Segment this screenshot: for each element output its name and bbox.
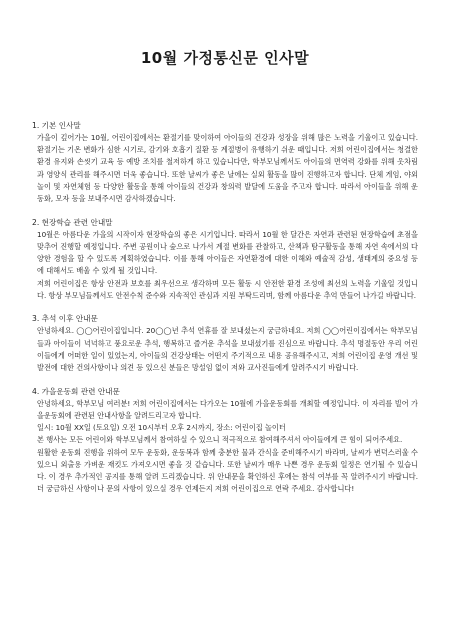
section-paragraph: 10월은 아름다운 가을의 시작이자 현장학습의 좋은 시기입니다. 따라서 10월 한 달간은 자연과 관련된 현장학습에 초점을 맞추어 진행할 예정입니다. 주변 공원이나 숲으로 나가서 계절 변화를 관찰하고, 산책과 탐구활동을 통해 자연 속에서의 다양한 경험을 할 수 있도록 계획하였습니다. 이를 통해 아이들은 자연환경에 대한 이해와 예술적 감성, 생태계의 중요성 등에 대해서도 배울 수 있게 될 것입니다. [37, 229, 418, 276]
document-body [32, 120, 418, 507]
section-paragraph: 원활한 운동회 진행을 위하여 모두 운동화, 운동복과 함께 충분한 물과 간식을 준비해주시기 바라며, 날씨가 변덕스러울 수 있으니 외출용 가벼운 재킷도 가져오시면 좋을 것 같습니다. 또한 날씨가 매우 나쁜 경우 운동회 일정은 연기될 수 있습니다. 이 경우 추가적인 공지를 통해 알려 드리겠습니다. 위 안내문을 확인하신 후에는 참석 여부를 꼭 알려주시기 바랍니다. 더 궁금하신 사항이나 문의 사항이 있으실 경우 언제든지 저희 어린이집으로 연락 주세요. 감사합니다! [37, 447, 418, 494]
section-heading: 1. 기본 인사말 [32, 121, 81, 130]
section-paragraph: 안녕하세요, 학부모님 여러분! 저희 어린이집에서는 다가오는 10월에 가을운동회를 개최할 예정입니다. 이 자리를 빌어 가을운동회에 관련된 안내사항을 알려드리고자 합니다. [37, 398, 418, 420]
section-heading: 3. 추석 이후 안내문 [32, 314, 98, 324]
section-heading: 4. 가을운동회 관련 안내문 [32, 386, 120, 396]
section-paragraph: 저희 어린이집은 항상 안전과 보호를 최우선으로 생각하며 모든 활동 시 안전한 환경 조성에 최선의 노력을 기울일 것입니다. 항상 부모님들께서도 안전수칙 준수와 지속적인 관심과 지원 부탁드리며, 함께 아름다운 추억 만들어 나가길 바랍니다. [37, 278, 418, 300]
section-paragraph: 본 행사는 모든 어린이와 학부모님께서 참여하실 수 있으니 적극적으로 참여해주셔서 아이들에게 큰 힘이 되어주세요. [37, 435, 403, 445]
section-heading: 2. 현장학습 관련 안내말 [32, 217, 113, 227]
page-title: 10월 가정통신문 인사말 [140, 49, 310, 67]
section-paragraph: 안녕하세요. ◯◯어린이집입니다. 20◯◯년 추석 연휴를 잘 보내셨는지 궁금하네요. 저희 ◯◯어린이집에서는 학부모님들과 아이들이 넉넉하고 풍요로운 추석, 행복하고 즐거운 추석을 보내셨기를 진심으로 바랍니다. 추석 명절동안 우리 어린이들에게 어떠한 일이 있었는지, 아이들의 건강상태는 어떤지 주기적으로 내용 공유해주시고, 저희 어린이집 운영 개선 및 발전에 대한 건의사항이나 의견 등 있으신 분들은 망설임 없이 저와 교사진들에게 알려주시기 바랍니다. [37, 326, 418, 373]
section-field-trip [32, 217, 418, 302]
section-paragraph: 가을이 깊어가는 10월, 어린이집에서는 환절기를 맞이하여 아이들의 건강과 성장을 위해 많은 노력을 기울이고 있습니다. 환절기는 기온 변화가 심한 시기로, 감기와 호흡기 질환 등 계절병이 유행하기 쉬운 때입니다. 저희 어린이집에서는 청결한 환경 유지와 손씻기 교육 등 예방 조치를 철저하게 하고 있습니다만, 학부모님께서도 아이들의 면역력 강화를 위해 옷차림과 영양식 관리를 해주시면 더욱 좋습니다. 또한 날씨가 좋은 날에는 실외 활동을 많이 진행하고자 합니다. 단체 게임, 야외 놀이 및 자연체험 등 다양한 활동을 통해 아이들의 건강과 창의력 발달에 도움을 주고자 합니다. 따라서 아이들을 위해 운동화, 모자 등을 보내주시면 감사하겠습니다. [37, 133, 418, 204]
section-paragraph: 일시: 10월 XX일 (토요일) 오전 10시부터 오후 2시까지, 장소: 어린이집 놀이터 [37, 423, 286, 433]
section-chuseok [32, 313, 418, 374]
section-sports-day [32, 386, 418, 496]
section-greeting [32, 120, 418, 205]
